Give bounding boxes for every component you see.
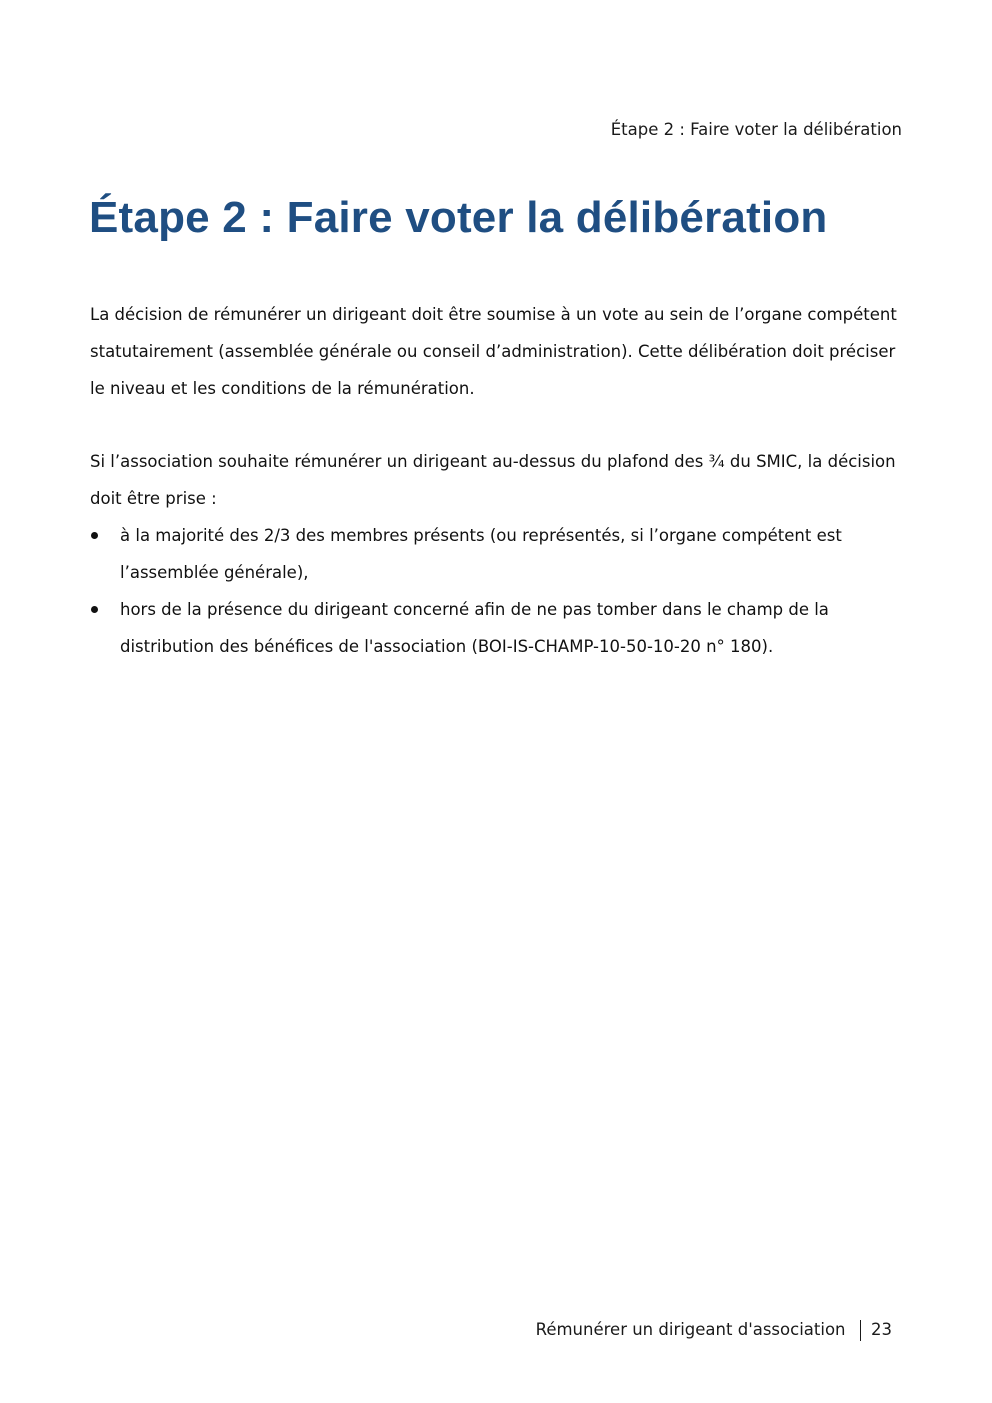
list-item	[90, 591, 905, 665]
bullet-icon	[91, 606, 98, 613]
conditions-list	[90, 517, 905, 665]
list-item-text: à la majorité des 2/3 des membres présents (ou représentés, si l’organe compétent est l’assemblée générale),	[120, 526, 842, 582]
condition-paragraph: Si l’association souhaite rémunérer un dirigeant au-dessus du plafond des ¾ du SMIC, la décision doit être prise :	[90, 452, 896, 508]
bullet-icon	[91, 532, 98, 539]
running-header: Étape 2 : Faire voter la délibération	[610, 120, 902, 139]
page-title: Étape 2 : Faire voter la délibération	[89, 193, 828, 242]
page-number: 23	[871, 1320, 892, 1339]
list-item-text: hors de la présence du dirigeant concerné afin de ne pas tomber dans le champ de la distribution des bénéfices de l'association (BOI-IS-CHAMP-10-50-10-20 n° 180).	[120, 600, 829, 656]
footer-divider	[860, 1320, 862, 1341]
page-footer	[536, 1319, 892, 1341]
list-item	[90, 517, 905, 591]
footer-document-title: Rémunérer un dirigeant d'association	[535, 1320, 846, 1339]
intro-paragraph: La décision de rémunérer un dirigeant doit être soumise à un vote au sein de l’organe compétent statutairement (assemblée générale ou conseil d’administration). Cette délibération doit préciser le niveau et les conditions de la rémunération.	[90, 305, 897, 398]
main-content	[90, 296, 905, 665]
